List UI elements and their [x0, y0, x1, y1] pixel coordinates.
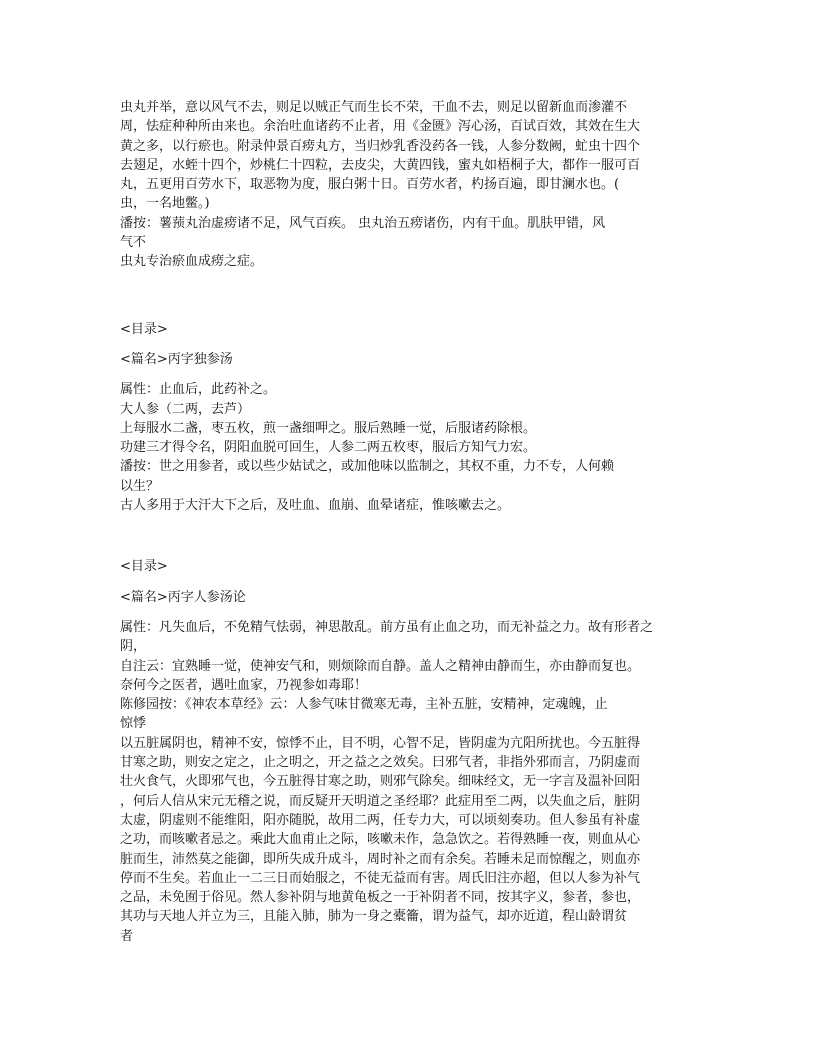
text-line: 古人多用于大汗大下之后，及吐血、血崩、血晕诸症，惟咳嗽去之。 [120, 498, 511, 514]
text-line: 气不 [120, 235, 147, 251]
text-line: 太虚，阴虚则不能维阳，阳亦随脱，故用二两，任专力大，可以顷刻奏功。但人参虽有补虚 [120, 812, 641, 828]
text-line: 自注云：宜熟睡一觉，使神安气和，则烦除而自静。盖人之精神由静而生，亦由静而复也。 [120, 658, 641, 674]
text-line: 虫丸专治瘀血成痨之症。 [120, 254, 264, 270]
text-line: 以生？ [120, 478, 160, 494]
text-line: 去翅足，水蛭十四个，炒桃仁十四粒，去皮尖，大黄四钱，蜜丸如梧桐子大，都作一服可百 [120, 157, 641, 173]
text-line: 虫，一名地鳖。) [120, 196, 210, 212]
section-body-2 [120, 380, 700, 515]
text-line: ，何后人信从宋元无稽之说，而反疑开天明道之圣经耶？此症用至二两，以失血之后，脏阴 [120, 793, 641, 809]
section-title: <篇名>丙字人参汤论 [120, 589, 246, 605]
text-line: 之品，未免囿于俗见。然人参补阴与地黄龟板之一于补阴者不同，按其字义，参者，参也， [120, 890, 641, 906]
text-line: 者 [120, 928, 134, 944]
text-line: 甘寒之助，则安之定之，止之明之，开之益之之效矣。曰邪气者，非指外邪而言，乃阴虚而 [120, 755, 641, 771]
text-line: 属性：止血后，此药补之。 [120, 382, 277, 398]
text-line: 壮火食气，火即邪气也，今五脏得甘寒之助，则邪气除矣。细味经文，无一字言及温补回阳 [120, 774, 641, 790]
document-page [120, 98, 700, 946]
section-title: <篇名>丙字独参汤 [120, 351, 233, 367]
text-line: 脏而生，沛然莫之能御，即所失成升成斗，周时补之而有余矣。若睡未足而惊醒之，则血亦 [120, 851, 641, 867]
text-line: 惊悸 [120, 716, 147, 732]
text-line: 潘按：薯蓣丸治虚痨诸不足，风气百疾。 虫丸治五痨诸伤，内有干血。肌肤甲错，风 [120, 215, 606, 231]
text-line: 大人参（二两，去芦） [120, 401, 251, 417]
section-body-3 [120, 618, 700, 946]
text-line: 虫丸并举，意以风气不去，则足以贼正气而生长不荣，干血不去，则足以留新血而渗灌不 [120, 100, 628, 115]
text-line: 功建三才得令名，阴阳血脱可回生，人参二两五枚枣，服后方知气力宏。 [120, 440, 537, 456]
toc-link[interactable]: <目录> [120, 559, 168, 575]
paragraph-block-1 [120, 98, 700, 272]
text-line: 黄之多，以行瘀也。附录仲景百痨丸方，当归炒乳香没药各一钱，人参分数阙，虻虫十四个 [120, 138, 641, 154]
text-line: 之功，而咳嗽者忌之。乘此大血甫止之际，咳嗽未作，急急饮之。若得熟睡一夜，则血从心 [120, 832, 641, 848]
text-line: 阴， [120, 639, 147, 655]
text-line: 停而不生矣。若血止一二三日而始服之，不徒无益而有害。周氏旧注亦超，但以人参为补气 [120, 870, 641, 886]
toc-link[interactable]: <目录> [120, 321, 168, 337]
text-line: 上每服水二盏，枣五枚，煎一盏细呷之。服后熟睡一觉，后服诸药除根。 [120, 420, 537, 436]
text-line: 以五脏属阴也，精神不安，惊悸不止，目不明，心智不足，皆阴虚为亢阳所扰也。今五脏得 [120, 735, 641, 751]
text-line: 其功与天地人并立为三，且能入肺，肺为一身之橐籥，谓为益气，却亦近道，程山龄谓贫 [120, 909, 628, 925]
text-line: 丸，五更用百劳水下，取恶物为度，服白粥十日。百劳水者，杓扬百遍，即甘澜水也。( [120, 177, 620, 193]
text-line: 属性：凡失血后，不免精气怯弱，神思散乱。前方虽有止血之功，而无补益之力。故有形者之 [120, 619, 654, 635]
text-line: 周，怯症种种所由来也。余治吐血诸药不止者，用《金匮》泻心汤，百试百效，其效在生大 [120, 119, 641, 135]
text-line: 潘按：世之用参者，或以些少姑试之，或加他味以监制之，其权不重，力不专，人何赖 [120, 459, 615, 475]
text-line: 奈何今之医者，遇吐血家，乃视参如毒耶！ [120, 677, 368, 693]
text-line: 陈修园按：《神农本草经》云：人参气味甘微寒无毒，主补五脏，安精神，定魂魄，止 [120, 697, 608, 713]
